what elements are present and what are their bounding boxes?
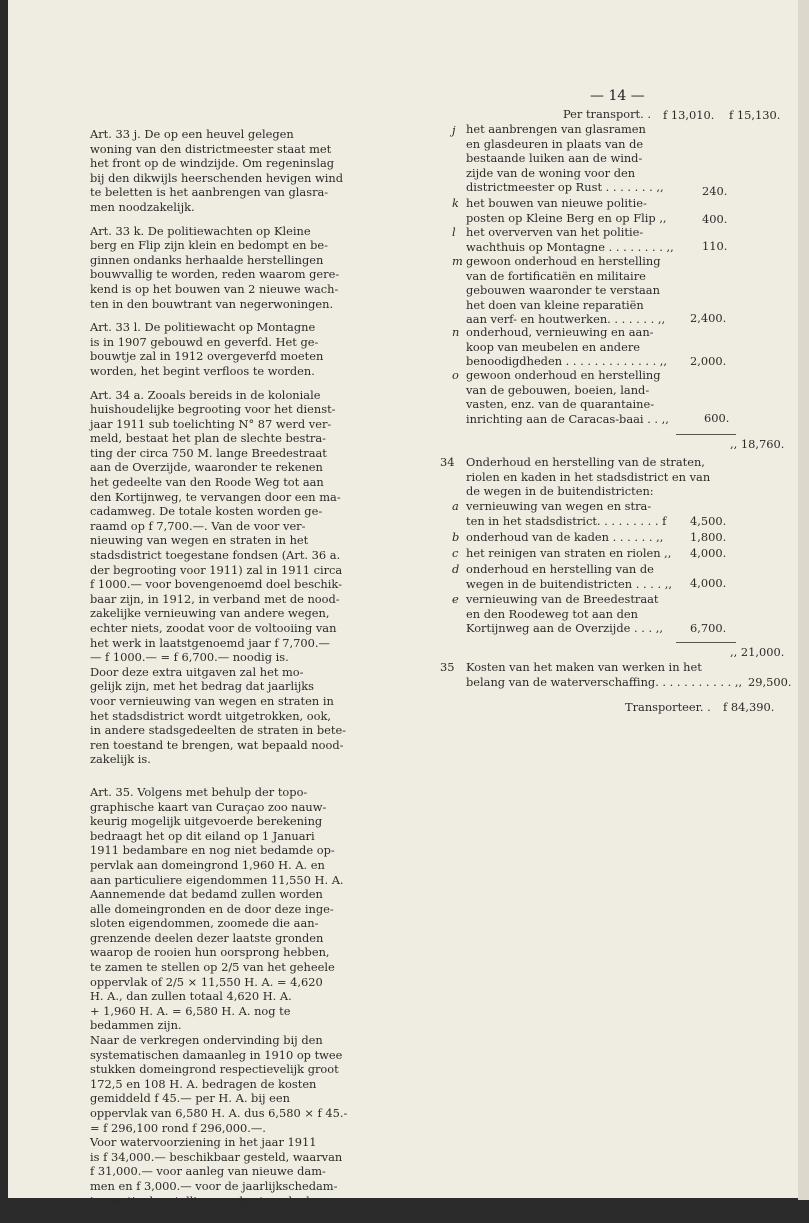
text-line: zijde van de woning voor den — [466, 165, 636, 180]
item-34b-text — [466, 530, 663, 545]
paragraph-art33l — [90, 320, 350, 378]
text-line: zakelijke vernieuwing van andere wegen, — [90, 606, 330, 621]
text-line: oppervlak van 6,580 H. A. dus 6,580 × f 45.- — [90, 1106, 348, 1120]
text-line: aan de Overzijde, waaronder te rekenen — [90, 460, 323, 475]
art35-text — [466, 660, 742, 689]
item-l-text — [466, 225, 674, 254]
item-34e-amount: 6,700. — [690, 621, 727, 635]
item-m-text — [466, 254, 665, 327]
text-line: en den Roodeweg tot aan den — [466, 606, 638, 621]
page-number: — 14 — — [590, 88, 645, 104]
art35-amount: 29,500. — [748, 675, 792, 689]
text-line: men noodzakelijk. — [90, 199, 195, 214]
item-34a-amount: 4,500. — [690, 514, 727, 528]
text-line: stadsdistrict toegestane fondsen (Art. 36 a. — [90, 548, 341, 563]
text-line: bouwvallig te worden, reden waarom gere- — [90, 267, 340, 282]
item-j-amount: 240. — [702, 184, 728, 198]
text-line: bedammen zijn. — [90, 1018, 182, 1033]
text-line: Art. 33 j. De op een heuvel gelegen — [90, 127, 294, 141]
text-line: Art. 33 k. De politiewachten op Kleine — [90, 223, 311, 238]
item-34b-amount: 1,800. — [690, 530, 727, 544]
text-line: Aannemende dat bedamd zullen worden — [90, 887, 323, 902]
text-line: cadamweg. De totale kosten worden ge- — [90, 504, 323, 519]
text-line: grenzende deelen dezer laatste gronden — [90, 930, 324, 945]
text-line: + 1,960 H. A. = 6,580 H. A. nog te — [90, 1003, 291, 1018]
text-line: f 1000.— voor bovengenoemd doel beschik- — [90, 577, 342, 592]
item-o-text — [466, 368, 669, 426]
item-marker: n — [452, 325, 460, 339]
text-line: woning van den districtmeester staat met — [90, 141, 332, 156]
left-column — [90, 127, 350, 1223]
text-line: het front op de windzijde. Om regeninslag — [90, 156, 335, 171]
text-line: echter niets, zoodat voor de voltooiing van — [90, 621, 337, 635]
text-line: vernieuwing van wegen en stra- — [466, 499, 652, 513]
item-marker: j — [452, 123, 456, 137]
text-line: ten in den bouwtrant van negerwoningen. — [90, 296, 334, 311]
text-line: = f 296,100 rond f 296,000.—. — [90, 1120, 266, 1135]
text-line: zakelijk is. — [90, 752, 151, 767]
item-marker: e — [452, 592, 459, 606]
text-line: onderhoud van de kaden . . . . . . ,, — [466, 530, 664, 544]
text-line: waarop de rooien hun oorsprong hebben, — [90, 945, 330, 960]
text-line: is f 34,000.— beschikbaar gesteld, waarvan — [90, 1149, 343, 1164]
item-34d-text — [466, 562, 672, 591]
paragraph-art35 — [90, 785, 350, 1223]
text-line: het oververven van het politie- — [466, 225, 644, 239]
text-line: te zamen te stellen op 2/5 van het geheele — [90, 960, 335, 975]
text-line: pervlak aan domeingrond 1,960 H. A. en — [90, 857, 325, 872]
text-line: baar zijn, in 1912, in verband met de nood- — [90, 591, 340, 606]
text-line: H. A., dan zullen totaal 4,620 H. A. — [90, 989, 292, 1004]
text-line: ginnen ondanks herhaalde herstellingen — [90, 252, 324, 267]
text-line: ting der circa 750 M. lange Breedestraat — [90, 445, 327, 460]
text-line: inspectie, herstelling van bestaande dam- — [90, 1193, 332, 1208]
text-line: bedraagt het op dit eiland op 1 Januari — [90, 828, 315, 843]
paragraph-art33j — [90, 127, 350, 215]
text-line: inrichting aan de Caracas-baai . . ,, — [466, 411, 669, 426]
text-line: het bouwen van nieuwe politie- — [466, 196, 647, 210]
text-line: ren toestand te brengen, wat bepaald nood- — [90, 737, 344, 752]
item-marker: a — [452, 499, 459, 513]
per-transport-amount-2: f 15,130. — [729, 108, 781, 122]
item-marker: d — [452, 562, 460, 576]
text-line: meld, bestaat het plan de slechte bestra- — [90, 431, 326, 446]
item-o-amount: 600. — [704, 411, 730, 425]
text-line: gewoon onderhoud en herstelling — [466, 368, 661, 382]
text-line: Art. 34 a. Zooals bereids in de koloniale — [90, 387, 321, 402]
item-marker: l — [452, 225, 456, 239]
per-transport-amount-1: f 13,010. — [663, 108, 715, 122]
item-marker: c — [452, 546, 459, 560]
text-line: bouwtje zal in 1912 overgeverfd moeten — [90, 349, 324, 364]
text-line: de wegen in de buitendistricten: — [466, 484, 654, 499]
text-line: bij den dikwijls heerschenden hevigen wind — [90, 170, 344, 185]
item-k-text — [466, 196, 667, 225]
text-line: kend is op het bouwen van 2 nieuwe wach- — [90, 281, 339, 296]
page-edge — [798, 0, 809, 1200]
art34-heading — [466, 455, 710, 499]
text-line: den Kortijnweg, te vervangen door een ma- — [90, 489, 341, 504]
text-line: wegen in de buitendistricten . . . . ,, — [466, 576, 672, 591]
text-line: stukken domeingrond respectievelijk groot — [90, 1062, 339, 1077]
subtotal-art34: ,, 21,000. — [730, 645, 785, 659]
text-line: het reinigen van straten en riolen ,, — [466, 546, 672, 560]
text-line: Kosten van het maken van werken in het — [466, 660, 702, 674]
text-line: aan verf- en houtwerken. . . . . . . ,, — [466, 312, 666, 327]
text-line: aan particuliere eigendommen 11,550 H. A. — [90, 872, 344, 887]
text-line: voor vernieuwing van wegen en straten in — [90, 693, 334, 708]
item-marker: k — [452, 196, 459, 210]
text-line: Door deze extra uitgaven zal het mo- — [90, 664, 304, 679]
transporteer-amount: f 84,390. — [723, 700, 775, 714]
subtotal-rule — [676, 642, 736, 643]
text-line: oppervlak of 2/5 × 11,550 H. A. = 4,620 — [90, 974, 323, 989]
text-line: sloten eigendommen, zoomede die aan- — [90, 916, 319, 931]
text-line: het werk in laatstgenoemd jaar f 7,700.— — [90, 635, 330, 650]
item-marker: o — [452, 368, 459, 382]
item-n-text — [466, 325, 667, 369]
text-line: bestaande luiken aan de wind- — [466, 151, 643, 166]
text-line: systematischen damaanleg in 1910 op twee — [90, 1047, 343, 1062]
text-line: van de fortificatiën en militaire — [466, 268, 646, 283]
transporteer-label: Transporteer. . — [625, 700, 711, 714]
text-line: der begrooting voor 1911) zal in 1911 circa — [90, 562, 343, 577]
text-line: het stadsdistrict wordt uitgetrokken, ook, — [90, 708, 332, 723]
item-34c-amount: 4,000. — [690, 546, 727, 560]
art35-number: 35 — [440, 660, 455, 674]
item-l-amount: 110. — [702, 239, 728, 253]
text-line: graphische kaart van Curaçao zoo nauw- — [90, 799, 327, 814]
text-line: wachthuis op Montagne . . . . . . . . ,, — [466, 239, 674, 254]
item-34e-text — [466, 592, 663, 636]
text-line: te beletten is het aanbrengen van glasra- — [90, 185, 329, 200]
item-34c-text — [466, 546, 671, 561]
text-line: Voor watervoorziening in het jaar 1911 — [90, 1135, 317, 1150]
text-line: koop van meubelen en andere — [466, 339, 641, 354]
item-34a-text — [466, 499, 666, 528]
item-34d-amount: 4,000. — [690, 576, 727, 590]
text-line: benoodigdheden . . . . . . . . . . . . . ,, — [466, 354, 668, 369]
text-line: Kortijnweg aan de Overzijde . . . ,, — [466, 621, 663, 636]
text-line: districtmeester op Rust . . . . . . . ,, — [466, 180, 664, 195]
text-line: Naar de verkregen ondervinding bij den — [90, 1033, 323, 1048]
text-line: 1911 bedambare en nog niet bedamde op- — [90, 843, 335, 858]
text-line: keurig mogelijk uitgevoerde berekening — [90, 814, 323, 829]
text-line: en glasdeuren in plaats van de — [466, 136, 644, 151]
text-line: men en f 3,000.— voor de jaarlijkschedam- — [90, 1178, 338, 1193]
item-m-amount: 2,400. — [690, 311, 727, 325]
text-line: onderhoud, vernieuwing en aan- — [466, 325, 654, 339]
text-line: alle domeingronden en de door deze inge- — [90, 901, 334, 916]
text-line: het gedeelte van den Roode Weg tot aan — [90, 475, 324, 490]
subtotal-art33: ,, 18,760. — [730, 437, 785, 451]
text-line: gemiddeld f 45.— per H. A. bij een — [90, 1091, 290, 1106]
text-line: in andere stadsgedeelten de straten in bete- — [90, 723, 347, 738]
text-line: berg en Flip zijn klein en bedompt en be- — [90, 238, 328, 253]
text-line: nieuwing van wegen en straten in het — [90, 533, 309, 548]
text-line: posten op Kleine Berg en op Flip ,, — [466, 210, 667, 225]
text-line: raamd op f 7,700.—. Van de voor ver- — [90, 518, 306, 533]
art34-number: 34 — [440, 455, 455, 469]
text-line: huishoudelijke begrooting voor het dienst- — [90, 402, 336, 417]
text-line: Onderhoud en herstelling van de straten, — [466, 455, 705, 469]
paragraph-art34a — [90, 388, 350, 767]
subtotal-rule — [676, 434, 736, 435]
text-line: vernieuwing van de Breedestraat — [466, 592, 659, 606]
text-line: f 31,000.— voor aanleg van nieuwe dam- — [90, 1164, 326, 1179]
item-n-amount: 2,000. — [690, 354, 727, 368]
paragraph-art33k — [90, 224, 350, 312]
text-line: gewoon onderhoud en herstelling — [466, 254, 661, 268]
text-line: vasten, enz. van de quarantaine- — [466, 397, 655, 412]
text-line: worden, het begint verfloos te worden. — [90, 363, 315, 378]
text-line: onderhoud en herstelling van de — [466, 562, 654, 576]
per-transport-label: Per transport. . — [563, 107, 651, 121]
item-k-amount: 400. — [702, 212, 728, 226]
text-line: men en putten enz. is bestemd. — [90, 1208, 272, 1223]
text-line: van de gebouwen, boeien, land- — [466, 382, 650, 397]
text-line: — f 1000.— = f 6,700.— noodig is. — [90, 650, 289, 665]
item-marker: b — [452, 530, 460, 544]
text-line: het aanbrengen van glasramen — [466, 122, 646, 136]
text-line: Art. 35. Volgens met behulp der topo- — [90, 784, 308, 799]
item-j-text — [466, 122, 664, 195]
item-marker: m — [452, 254, 463, 268]
text-line: riolen en kaden in het stadsdistrict en van — [466, 469, 711, 484]
text-line: het doen van kleine reparatiën — [466, 297, 644, 312]
text-line: ten in het stadsdistrict. . . . . . . . . f — [466, 513, 667, 528]
text-line: jaar 1911 sub toelichting N° 87 werd ver- — [90, 416, 332, 431]
text-line: gebouwen waaronder te verstaan — [466, 283, 660, 298]
text-line: 172,5 en 108 H. A. bedragen de kosten — [90, 1076, 317, 1091]
text-line: belang van de waterverschaffing. . . . . . . . . . . ,, — [466, 674, 743, 689]
text-line: is in 1907 gebouwd en geverfd. Het ge- — [90, 334, 319, 349]
text-line: Art. 33 l. De politiewacht op Montagne — [90, 320, 316, 335]
text-line: gelijk zijn, met het bedrag dat jaarlijks — [90, 679, 315, 694]
